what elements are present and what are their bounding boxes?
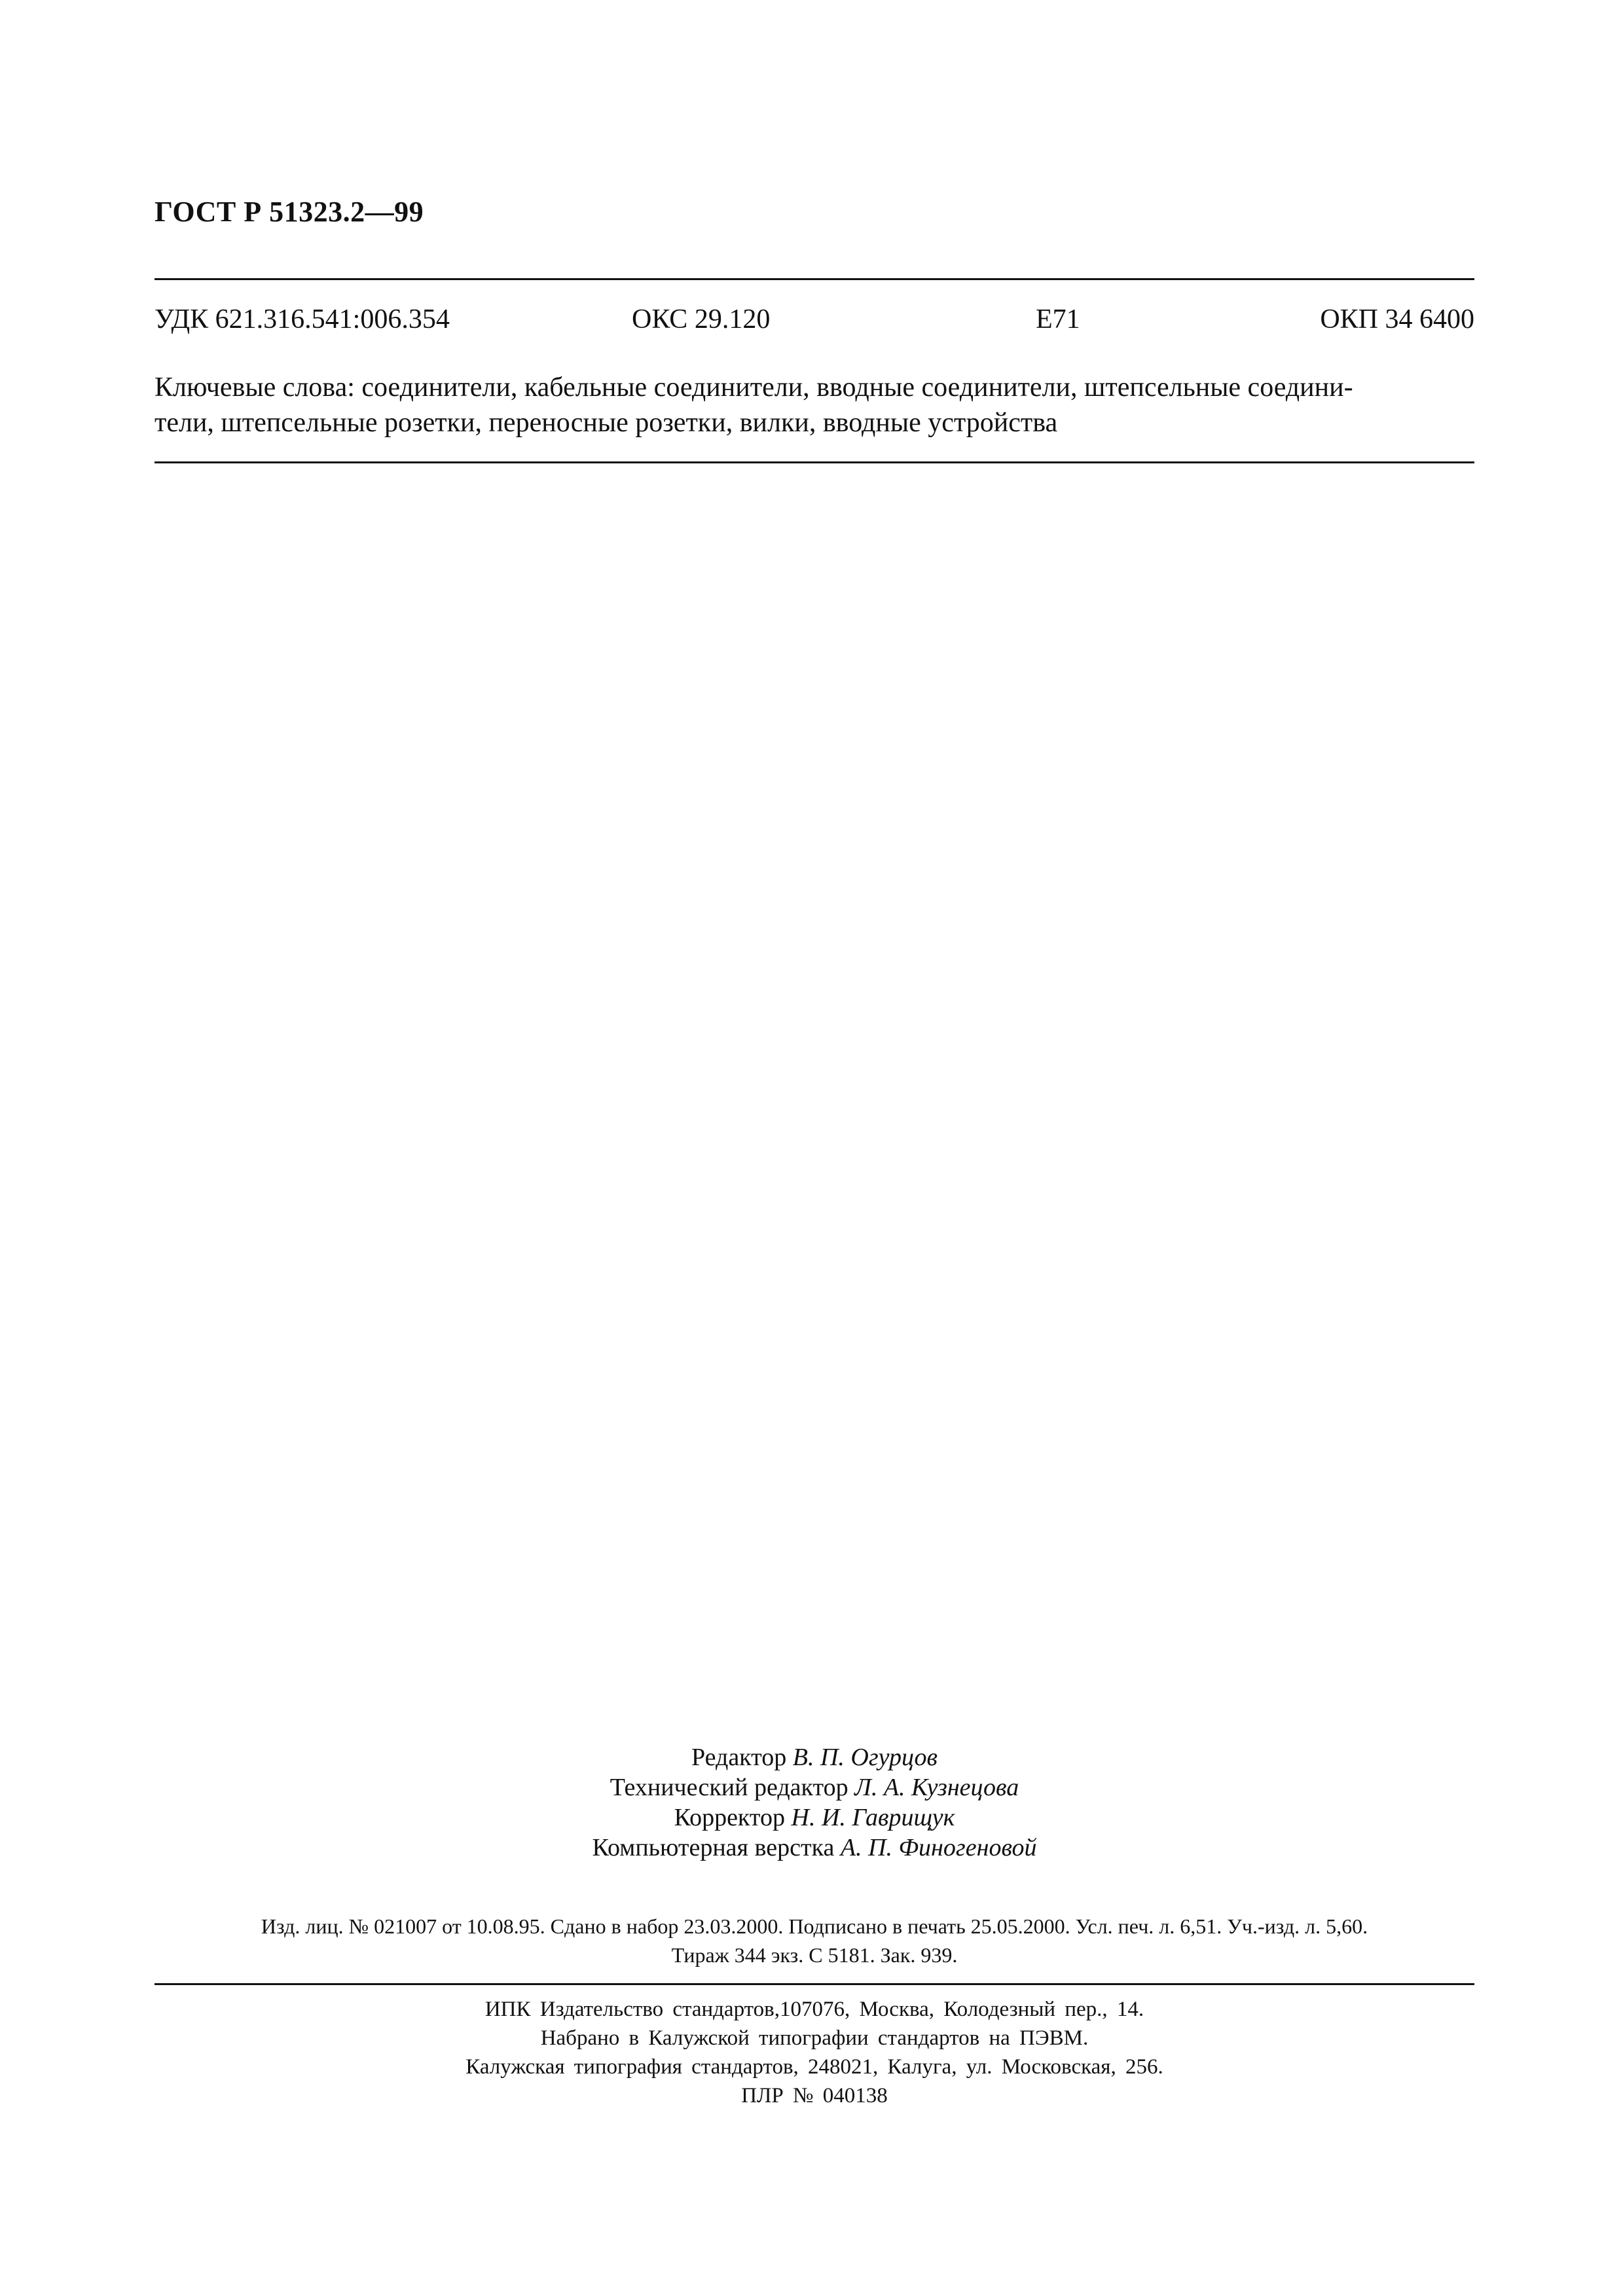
credit-person: В. П. Огурцов <box>792 1744 938 1771</box>
credit-proofreader <box>155 1803 1474 1833</box>
credit-role: Корректор <box>674 1804 785 1831</box>
credits-block <box>155 1742 1474 1863</box>
group-code: Е71 <box>1036 304 1080 334</box>
standard-code: ГОСТ Р 51323.2—99 <box>155 196 424 228</box>
imprint-line-1: Изд. лиц. № 021007 от 10.08.95. Сдано в набор 23.03.2000. Подписано в печать 25.05.2000. Усл. печ. л. 6,51. Уч.-изд. л. 5,60. <box>261 1914 1368 1938</box>
imprint-line-2: Тираж 344 экз. С 5181. Зак. 939. <box>671 1943 958 1967</box>
publisher-line-4: ПЛР № 040138 <box>741 2084 888 2108</box>
udk-code: УДК 621.316.541:006.354 <box>155 304 450 334</box>
credit-role: Редактор <box>691 1744 787 1771</box>
credit-tech-editor <box>155 1772 1474 1803</box>
keywords-divider <box>155 461 1474 463</box>
oks-code: ОКС 29.120 <box>632 304 771 334</box>
imprint-block <box>155 1912 1474 1969</box>
credit-person: Л. А. Кузнецова <box>854 1774 1019 1801</box>
credit-role: Компьютерная верстка <box>592 1834 835 1861</box>
okp-code: ОКП 34 6400 <box>1320 304 1474 334</box>
credit-editor <box>155 1742 1474 1772</box>
publisher-line-3: Калужская типография стандартов, 248021, Калуга, ул. Московская, 256. <box>465 2055 1163 2079</box>
top-divider <box>155 278 1474 280</box>
publisher-block <box>155 1995 1474 2110</box>
keywords-block <box>155 370 1474 440</box>
publisher-line-2: Набрано в Калужской типографии стандартов на ПЭВМ. <box>540 2026 1089 2050</box>
credit-layout <box>155 1833 1474 1863</box>
credit-person: А. П. Финогеновой <box>840 1834 1037 1861</box>
imprint-divider <box>155 1983 1474 1985</box>
classification-row <box>155 304 1474 343</box>
credit-role: Технический редактор <box>610 1774 848 1801</box>
keywords-line-2: тели, штепсельные розетки, переносные розетки, вилки, вводные устройства <box>155 408 1058 438</box>
keywords-line-1: Ключевые слова: соединители, кабельные соединители, вводные соединители, штепсельные соедини- <box>155 372 1353 403</box>
publisher-line-1: ИПК Издательство стандартов,107076, Москва, Колодезный пер., 14. <box>484 1998 1144 2021</box>
credit-person: Н. И. Гаврищук <box>791 1804 955 1831</box>
